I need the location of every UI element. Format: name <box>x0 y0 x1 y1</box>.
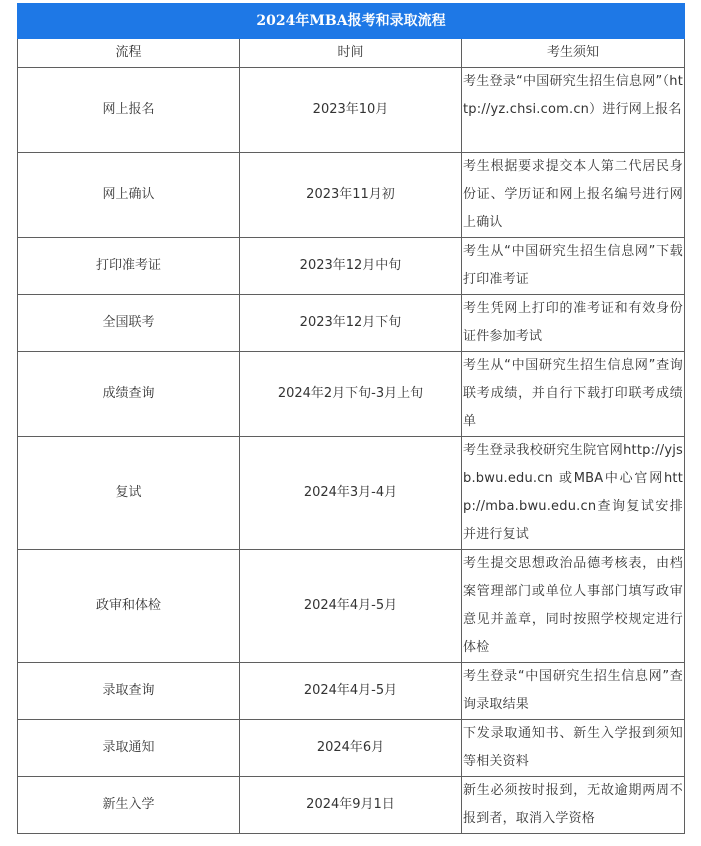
table-row <box>18 550 685 663</box>
note-cell: 考生登录“中国研究生招生信息网”查询录取结果 <box>462 663 685 720</box>
time-cell: 2024年4月-5月 <box>240 663 462 720</box>
note-cell: 新生必须按时报到，无故逾期两周不报到者，取消入学资格 <box>462 777 685 834</box>
process-table-container <box>17 3 684 834</box>
step-cell: 复试 <box>18 437 240 550</box>
time-cell: 2024年2月下旬-3月上旬 <box>240 352 462 437</box>
process-table <box>17 3 685 834</box>
table-row <box>18 295 685 352</box>
step-cell: 打印准考证 <box>18 238 240 295</box>
time-cell: 2023年12月中旬 <box>240 238 462 295</box>
title-row <box>18 4 685 39</box>
table-row <box>18 720 685 777</box>
step-cell: 全国联考 <box>18 295 240 352</box>
column-header-note: 考生须知 <box>462 39 685 68</box>
step-cell: 新生入学 <box>18 777 240 834</box>
step-cell: 录取通知 <box>18 720 240 777</box>
table-row <box>18 238 685 295</box>
note-cell: 考生从“中国研究生招生信息网”下载打印准考证 <box>462 238 685 295</box>
table-row <box>18 352 685 437</box>
column-header-time: 时间 <box>240 39 462 68</box>
table-row <box>18 777 685 834</box>
time-cell: 2024年4月-5月 <box>240 550 462 663</box>
header-row <box>18 39 685 68</box>
step-cell: 录取查询 <box>18 663 240 720</box>
time-cell: 2024年9月1日 <box>240 777 462 834</box>
note-cell: 考生登录“中国研究生招生信息网”（http://yz.chsi.com.cn）进行网上报名 <box>462 68 685 153</box>
table-row <box>18 153 685 238</box>
time-cell: 2023年10月 <box>240 68 462 153</box>
time-cell: 2024年6月 <box>240 720 462 777</box>
note-cell: 考生根据要求提交本人第二代居民身份证、学历证和网上报名编号进行网上确认 <box>462 153 685 238</box>
table-row <box>18 68 685 153</box>
time-cell: 2024年3月-4月 <box>240 437 462 550</box>
note-cell: 考生凭网上打印的准考证和有效身份证件参加考试 <box>462 295 685 352</box>
time-cell: 2023年11月初 <box>240 153 462 238</box>
table-row <box>18 437 685 550</box>
note-cell: 下发录取通知书、新生入学报到须知等相关资料 <box>462 720 685 777</box>
note-cell: 考生提交思想政治品德考核表，由档案管理部门或单位人事部门填写政审意见并盖章，同时按照学校规定进行体检 <box>462 550 685 663</box>
step-cell: 政审和体检 <box>18 550 240 663</box>
step-cell: 成绩查询 <box>18 352 240 437</box>
table-title: 2024年MBA报考和录取流程 <box>18 4 685 39</box>
note-cell: 考生登录我校研究生院官网http://yjsb.bwu.edu.cn 或MBA中心官网http://mba.bwu.edu.cn查询复试安排并进行复试 <box>462 437 685 550</box>
step-cell: 网上确认 <box>18 153 240 238</box>
time-cell: 2023年12月下旬 <box>240 295 462 352</box>
table-row <box>18 663 685 720</box>
column-header-step: 流程 <box>18 39 240 68</box>
note-cell: 考生从“中国研究生招生信息网”查询联考成绩，并自行下载打印联考成绩单 <box>462 352 685 437</box>
step-cell: 网上报名 <box>18 68 240 153</box>
